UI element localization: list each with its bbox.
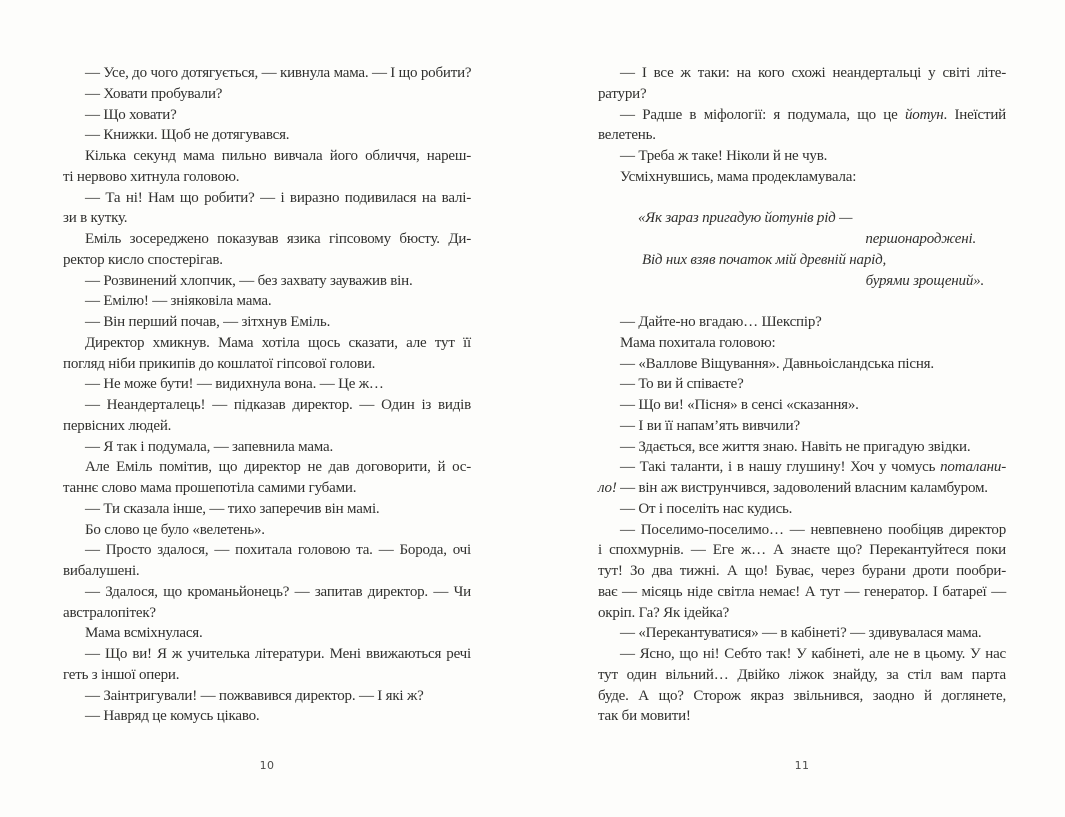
text-line: [598, 125, 1006, 146]
plain-text: австралопітек?: [63, 604, 156, 621]
plain-text: — Такі таланти, і в нашу глушину! Хоч у чомусь: [620, 459, 941, 476]
plain-text: — І ви її напам’ять вивчили?: [620, 417, 800, 434]
text-line: [63, 333, 471, 354]
text-line: [63, 63, 471, 84]
plain-text: Від них взяв початок мій древній нарід,: [642, 251, 887, 268]
page-right-number: 11: [794, 759, 810, 772]
text-line: [63, 582, 471, 603]
text-line: [63, 644, 471, 665]
plain-text: ратури?: [598, 85, 647, 102]
plain-text: — Заінтригували! — пожвавився директор. — І які ж?: [85, 687, 424, 704]
plain-text: . Інеїстий: [943, 106, 1006, 123]
plain-text: — Просто здалося, — похитала головою та. — Борода, очі: [85, 542, 471, 559]
text-line: [63, 374, 471, 395]
text-line: [63, 686, 471, 707]
text-line: [63, 603, 471, 624]
text-line: [598, 105, 1006, 126]
text-line: [598, 333, 1006, 354]
plain-text: — «Перекантуватися» — в кабінеті? — здивувалася мама.: [620, 625, 982, 642]
text-line: [63, 623, 471, 644]
plain-text: Бо слово це було «велетень».: [85, 521, 265, 538]
text-line: [63, 312, 471, 333]
plain-text: — Радше в міфології: я подумала, що це: [620, 106, 905, 123]
plain-text: — Ясно, що ні! Себто так! У кабінеті, але не в цьому. У нас: [620, 646, 1006, 662]
text-line: [598, 374, 1006, 395]
plain-text: — Навряд це комусь цікаво.: [85, 708, 260, 725]
plain-text: — Що ви! «Пісня» в сенсі «сказання».: [620, 397, 859, 413]
text-line: [598, 665, 1006, 686]
plain-text: — От і поселіть нас кудись.: [620, 500, 793, 517]
plain-text: — Розвинений хлопчик, — без захвату зауважив він.: [85, 272, 413, 289]
plain-text: ті нервово хитнула головою.: [63, 168, 240, 185]
text-line: [63, 250, 471, 271]
text-line: [598, 603, 1006, 624]
text-line: [63, 208, 471, 229]
plain-text: Кілька секунд мама пильно вивчала його обличчя, нареш-: [85, 148, 471, 164]
text-line: [63, 291, 471, 312]
plain-text: — Ти сказала інше, — тихо заперечив він мамі.: [85, 500, 380, 517]
text-line: [598, 540, 1006, 561]
blank-line: [598, 291, 1006, 312]
plain-text: — Книжки. Щоб не дотягувався.: [85, 127, 290, 144]
page-right-text: [598, 63, 1006, 727]
plain-text: тут! Зо два тижні. А що! Буває, через бурани дроти пообри-: [598, 563, 1006, 579]
text-line: [63, 395, 471, 416]
italic-text: ло!: [598, 480, 617, 496]
plain-text: буде. А що? Сторож якраз звільнився, заодно й доглянете,: [598, 687, 1006, 704]
text-line: [598, 520, 1006, 541]
plain-text: — Треба ж таке! Ніколи й не чув.: [620, 148, 828, 164]
text-line: [598, 416, 1006, 437]
text-line: [63, 540, 471, 561]
plain-text: — Та ні! Нам що робити? — і виразно подивилася на валі-: [85, 189, 471, 206]
plain-text: — Здалося, що кроманьйонець? — запитав директор. — Чи: [85, 583, 471, 600]
plain-text: — він аж виструнчився, задоволений власним каламбуром.: [616, 480, 988, 496]
plain-text: тут один вільний… Двійко ліжок знайду, за стіл вам парта: [598, 666, 1006, 683]
text-line: [63, 167, 471, 188]
text-line: [63, 416, 471, 437]
text-line: [598, 63, 1006, 84]
plain-text: — Поселимо-поселимо… — невпевнено пообіцяв директор: [620, 521, 1006, 538]
plain-text: так би мовити!: [598, 708, 691, 725]
poem-line: [598, 229, 1006, 250]
plain-text: ректор кисло спостерігав.: [63, 251, 223, 268]
plain-text: таннє слово мама прошепотіла самими губами.: [63, 480, 357, 496]
poem-line: [598, 250, 1006, 271]
text-line: [598, 686, 1006, 707]
text-line: [63, 271, 471, 292]
plain-text: — Здається, все життя знаю. Навіть не пригадую звідки.: [620, 438, 971, 455]
plain-text: велетень.: [598, 127, 656, 144]
text-line: [598, 437, 1006, 458]
text-line: [598, 354, 1006, 375]
plain-text: — Дайте-но вгадаю… Шекспір?: [620, 314, 822, 330]
text-line: [63, 146, 471, 167]
italic-text: поталани-: [940, 459, 1006, 476]
plain-text: — «Валлове Віщування». Давньоісландська пісня.: [620, 355, 934, 372]
plain-text: Директор хмикнув. Мама хотіла щось сказати, але тут її: [85, 334, 471, 351]
plain-text: Усміхнувшись, мама продекламувала:: [620, 168, 857, 185]
text-line: [63, 499, 471, 520]
plain-text: Мама всміхнулася.: [85, 625, 203, 642]
text-line: [63, 665, 471, 686]
plain-text: — Не може бути! — видихнула вона. — Це ж…: [85, 376, 384, 393]
text-line: [63, 229, 471, 250]
plain-text: вибалушені.: [63, 563, 140, 579]
text-line: [598, 706, 1006, 727]
text-line: [598, 478, 1006, 499]
text-line: [598, 582, 1006, 603]
text-line: [598, 457, 1006, 478]
text-line: [63, 354, 471, 375]
plain-text: «Як зараз пригадую йотунів рід —: [638, 210, 853, 227]
text-line: [63, 478, 471, 499]
text-line: [63, 105, 471, 126]
plain-text: — Що ховати?: [85, 106, 177, 123]
italic-text: йотун: [904, 106, 944, 123]
plain-text: погляд ніби прикипів до кошлатої гіпсової голови.: [63, 355, 376, 372]
text-line: [63, 457, 471, 478]
text-line: [63, 706, 471, 727]
plain-text: геть з іншої опери.: [63, 666, 180, 683]
poem-line: [598, 208, 1006, 229]
page-left-number: 10: [259, 759, 275, 772]
text-line: [598, 312, 1006, 333]
text-line: [598, 623, 1006, 644]
plain-text: — Неандерталець! — підказав директор. — Один із видів: [85, 397, 471, 413]
text-line: [63, 188, 471, 209]
plain-text: — Емілю! — зніяковіла мама.: [85, 293, 272, 310]
page-left-text: [63, 63, 471, 727]
plain-text: — І все ж таки: на кого схожі неандертальці у світі літе-: [620, 65, 1006, 81]
text-line: [598, 499, 1006, 520]
plain-text: — Що ви! Я ж учителька літератури. Мені ввижаються речі: [85, 646, 471, 662]
plain-text: Мама похитала головою:: [620, 334, 776, 351]
text-line: [598, 167, 1006, 188]
text-line: [63, 437, 471, 458]
text-line: [598, 84, 1006, 105]
text-line: [63, 84, 471, 105]
plain-text: ває — місяць ніде світла немає! А тут — генератор. І батареї —: [598, 583, 1006, 600]
poem-line: [598, 271, 1006, 292]
plain-text: — Я так і подумала, — запевнила мама.: [85, 438, 334, 455]
text-line: [598, 561, 1006, 582]
plain-text: — Ховати пробували?: [85, 85, 223, 102]
plain-text: бурями зрощений».: [865, 272, 984, 289]
text-line: [63, 520, 471, 541]
text-line: [598, 146, 1006, 167]
plain-text: Еміль зосереджено показував язика гіпсовому бюсту. Ди-: [85, 231, 471, 247]
text-line: [63, 125, 471, 146]
plain-text: першонароджені.: [865, 231, 976, 247]
plain-text: — Усе, до чого дотягується, — кивнула мама. — І що робити?: [85, 65, 472, 81]
plain-text: зи в кутку.: [63, 210, 128, 227]
plain-text: первісних людей.: [63, 417, 172, 434]
text-line: [598, 644, 1006, 665]
plain-text: Але Еміль помітив, що директор не дав договорити, й ос-: [85, 459, 471, 476]
plain-text: — То ви й співаєте?: [620, 376, 744, 393]
text-line: [598, 395, 1006, 416]
text-line: [63, 561, 471, 582]
plain-text: і спохмурнів. — Еге ж… А знаєте що? Перекантуйтеся поки: [598, 542, 1006, 559]
blank-line: [598, 188, 1006, 209]
plain-text: окріп. Га? Як ідейка?: [598, 604, 730, 621]
plain-text: — Він перший почав, — зітхнув Еміль.: [85, 314, 331, 330]
